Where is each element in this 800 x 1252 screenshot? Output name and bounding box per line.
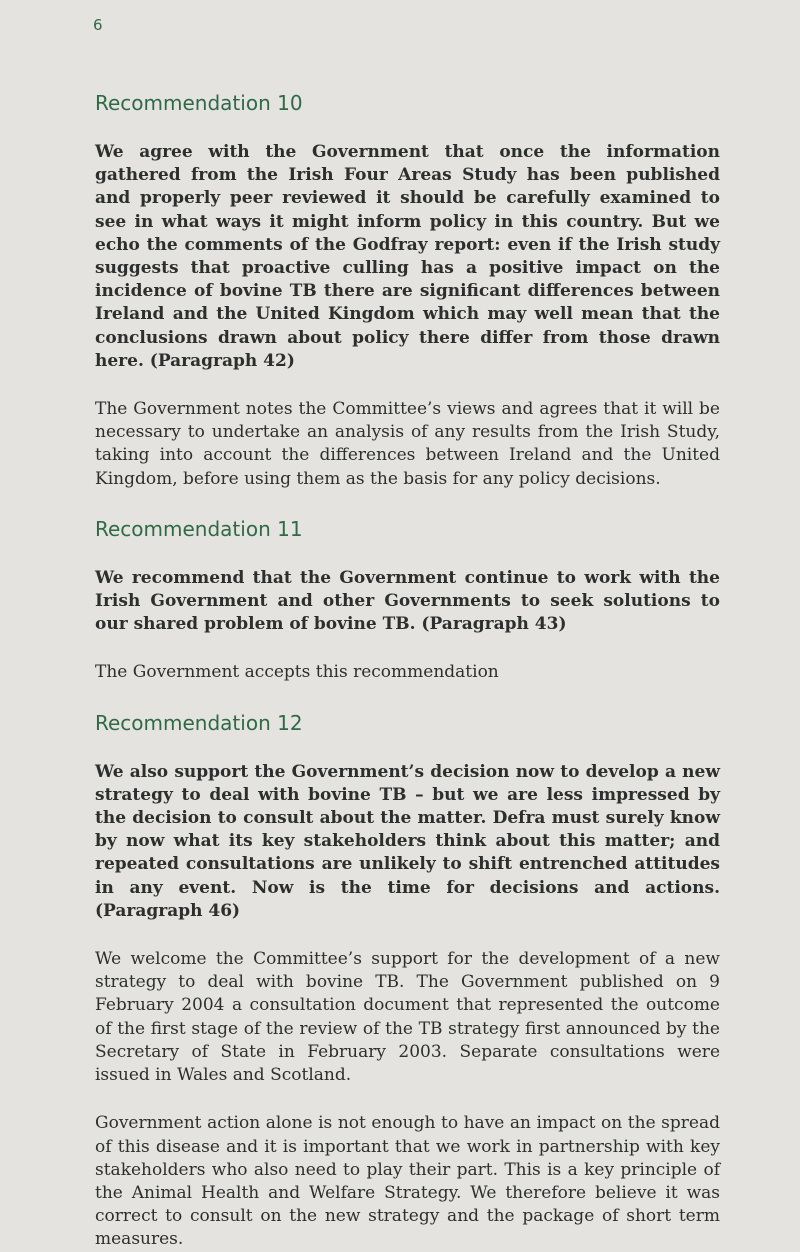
recommendation-11-heading: Recommendation 11 [95, 516, 303, 541]
recommendation-10-heading: Recommendation 10 [95, 91, 303, 115]
recommendation-12-text: We also support the Government’s decision now to develop a new strategy to deal with bovine TB – but we are less impressed by the decision to consult about the matter. Defra must surely know by now what its key stakeholders think about this matter; and repeated consultations are unlikely to shift entrenched attitudes in any event. Now is the time for decisions and actions. (Paragraph 46) [95, 761, 720, 921]
page-number: 6 [93, 16, 103, 34]
recommendation-12-section [95, 710, 720, 1252]
recommendation-12-response-2: Government action alone is not enough to have an impact on the spread of this disease and it is important that we work in partnership with key stakeholders who also need to play their part. This is a key principle of the Animal Health and Welfare Strategy. We therefore believe it was correct to consult on the new strategy and the package of short term measures. [95, 1113, 720, 1250]
recommendation-10-section [95, 90, 720, 491]
recommendation-11-text: We recommend that the Government continue to work with the Irish Government and other Governments to seek solutions to our shared problem of bovine TB. (Paragraph 43) [95, 567, 720, 635]
recommendation-10-response: The Government notes the Committee’s views and agrees that it will be necessary to undertake an analysis of any results from the Irish Study, taking into account the differences between Ireland and the United Kingdom, before using them as the basis for any policy decisions. [95, 399, 720, 489]
recommendation-11-response: The Government accepts this recommendation [95, 662, 499, 683]
recommendation-10-text: We agree with the Government that once the information gathered from the Irish Four Areas Study has been published and properly peer reviewed it should be carefully examined to see in what ways it might inform policy in this country. But we echo the comments of the Godfray report: even if the Irish study suggests that proactive culling has a positive impact on the incidence of bovine TB there are significant differences between Ireland and the United Kingdom which may well mean that the conclusions drawn about policy there differ from those drawn here. (Paragraph 42) [95, 142, 720, 371]
recommendation-12-response-1: We welcome the Committee’s support for the development of a new strategy to deal with bovine TB. The Government published on 9 February 2004 a consultation document that represented the outcome of the first stage of the review of the TB strategy first announced by the Secretary of State in February 2003. Separate consultations were issued in Wales and Scotland. [95, 949, 720, 1086]
recommendation-11-section [95, 516, 720, 685]
recommendation-12-heading: Recommendation 12 [95, 710, 303, 735]
